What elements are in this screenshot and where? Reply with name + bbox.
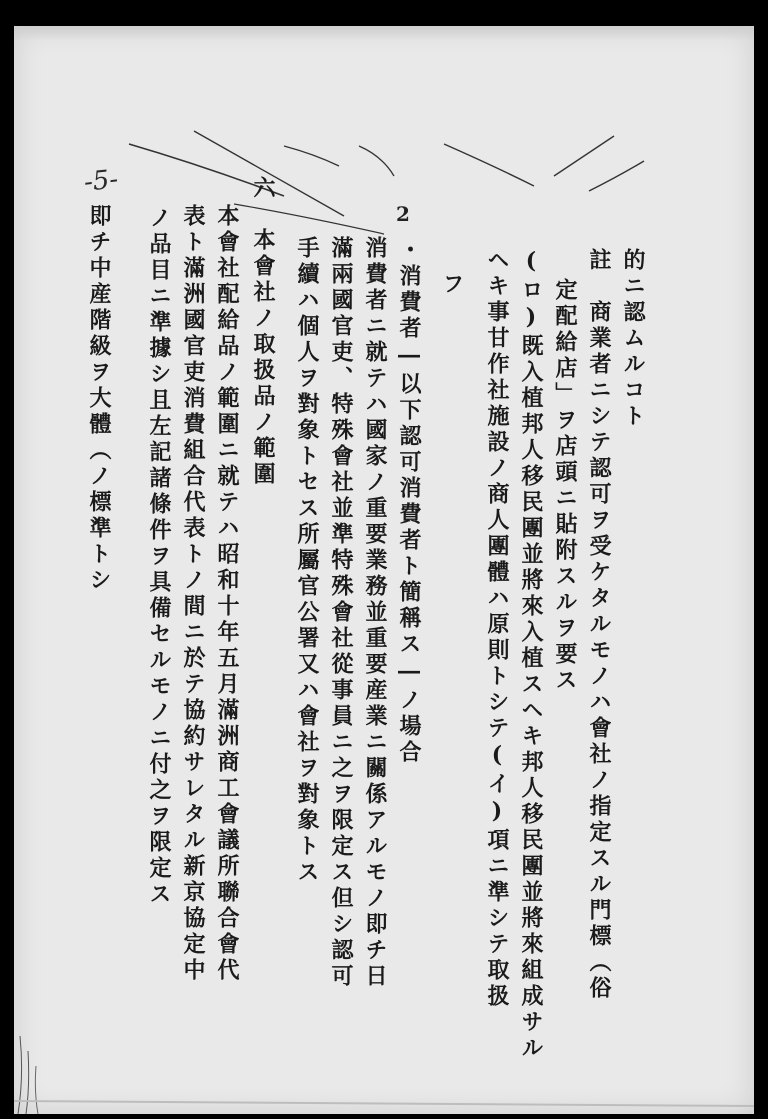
text-column-12: 本會社配給品ノ範圍ニ就テハ昭和十年五月滿洲商工會議所聯合會代 <box>214 204 240 984</box>
text-column-2: 註 商業者ニシテ認可ヲ受ケタルモノハ會社ノ指定スル門標（俗 <box>586 248 612 1002</box>
text-column-13: 表ト滿洲國官吏消費組合代表トノ間ニ於テ協約サレタル新京協定中 <box>180 204 206 984</box>
text-column-5: ヘキ事甘作社施設ノ商人團體ハ原則トシテ(イ)項ニ準シテ取扱 <box>484 248 510 1010</box>
section-number: 2 <box>396 202 410 226</box>
text-column-15: 即チ中産階級ヲ大體（ノ標準トシ <box>86 204 112 594</box>
text-column-8: 消費者ニ就テハ國家ノ重要業務並重要産業ニ關係アルモノ即チ日 <box>362 236 388 990</box>
text-column-14: ノ品目ニ準據シ且左記諸條件ヲ具備セルモノニ付之ヲ限定ス <box>146 206 172 908</box>
scan-artifact <box>14 26 754 1114</box>
text-column-9: 滿兩國官吏、特殊會社並準特殊會社從事員ニ之ヲ限定ス但シ認可 <box>328 236 354 990</box>
text-column-4: (ロ)既入植邦人移民團並將來入植スヘキ邦人移民團並將來組成サル <box>518 248 544 1062</box>
document-page <box>14 26 754 1114</box>
text-column-10: 手續ハ個人ヲ對象トセス所屬官公署又ハ會社ヲ對象トス <box>294 236 320 886</box>
text-column-1: 的ニ認ムルコト <box>620 248 646 430</box>
page-number: -5- <box>82 164 120 198</box>
text-column-7: ・消費者―以下認可消費者ト簡稱ス―ノ場合 <box>396 238 422 766</box>
text-column-11: 六 本會社ノ取扱品ノ範圍 <box>250 176 276 488</box>
text-column-6: フ <box>439 272 465 298</box>
text-column-3: 定配給店」ヲ店頭ニ貼附スルヲ要ス <box>552 278 578 694</box>
